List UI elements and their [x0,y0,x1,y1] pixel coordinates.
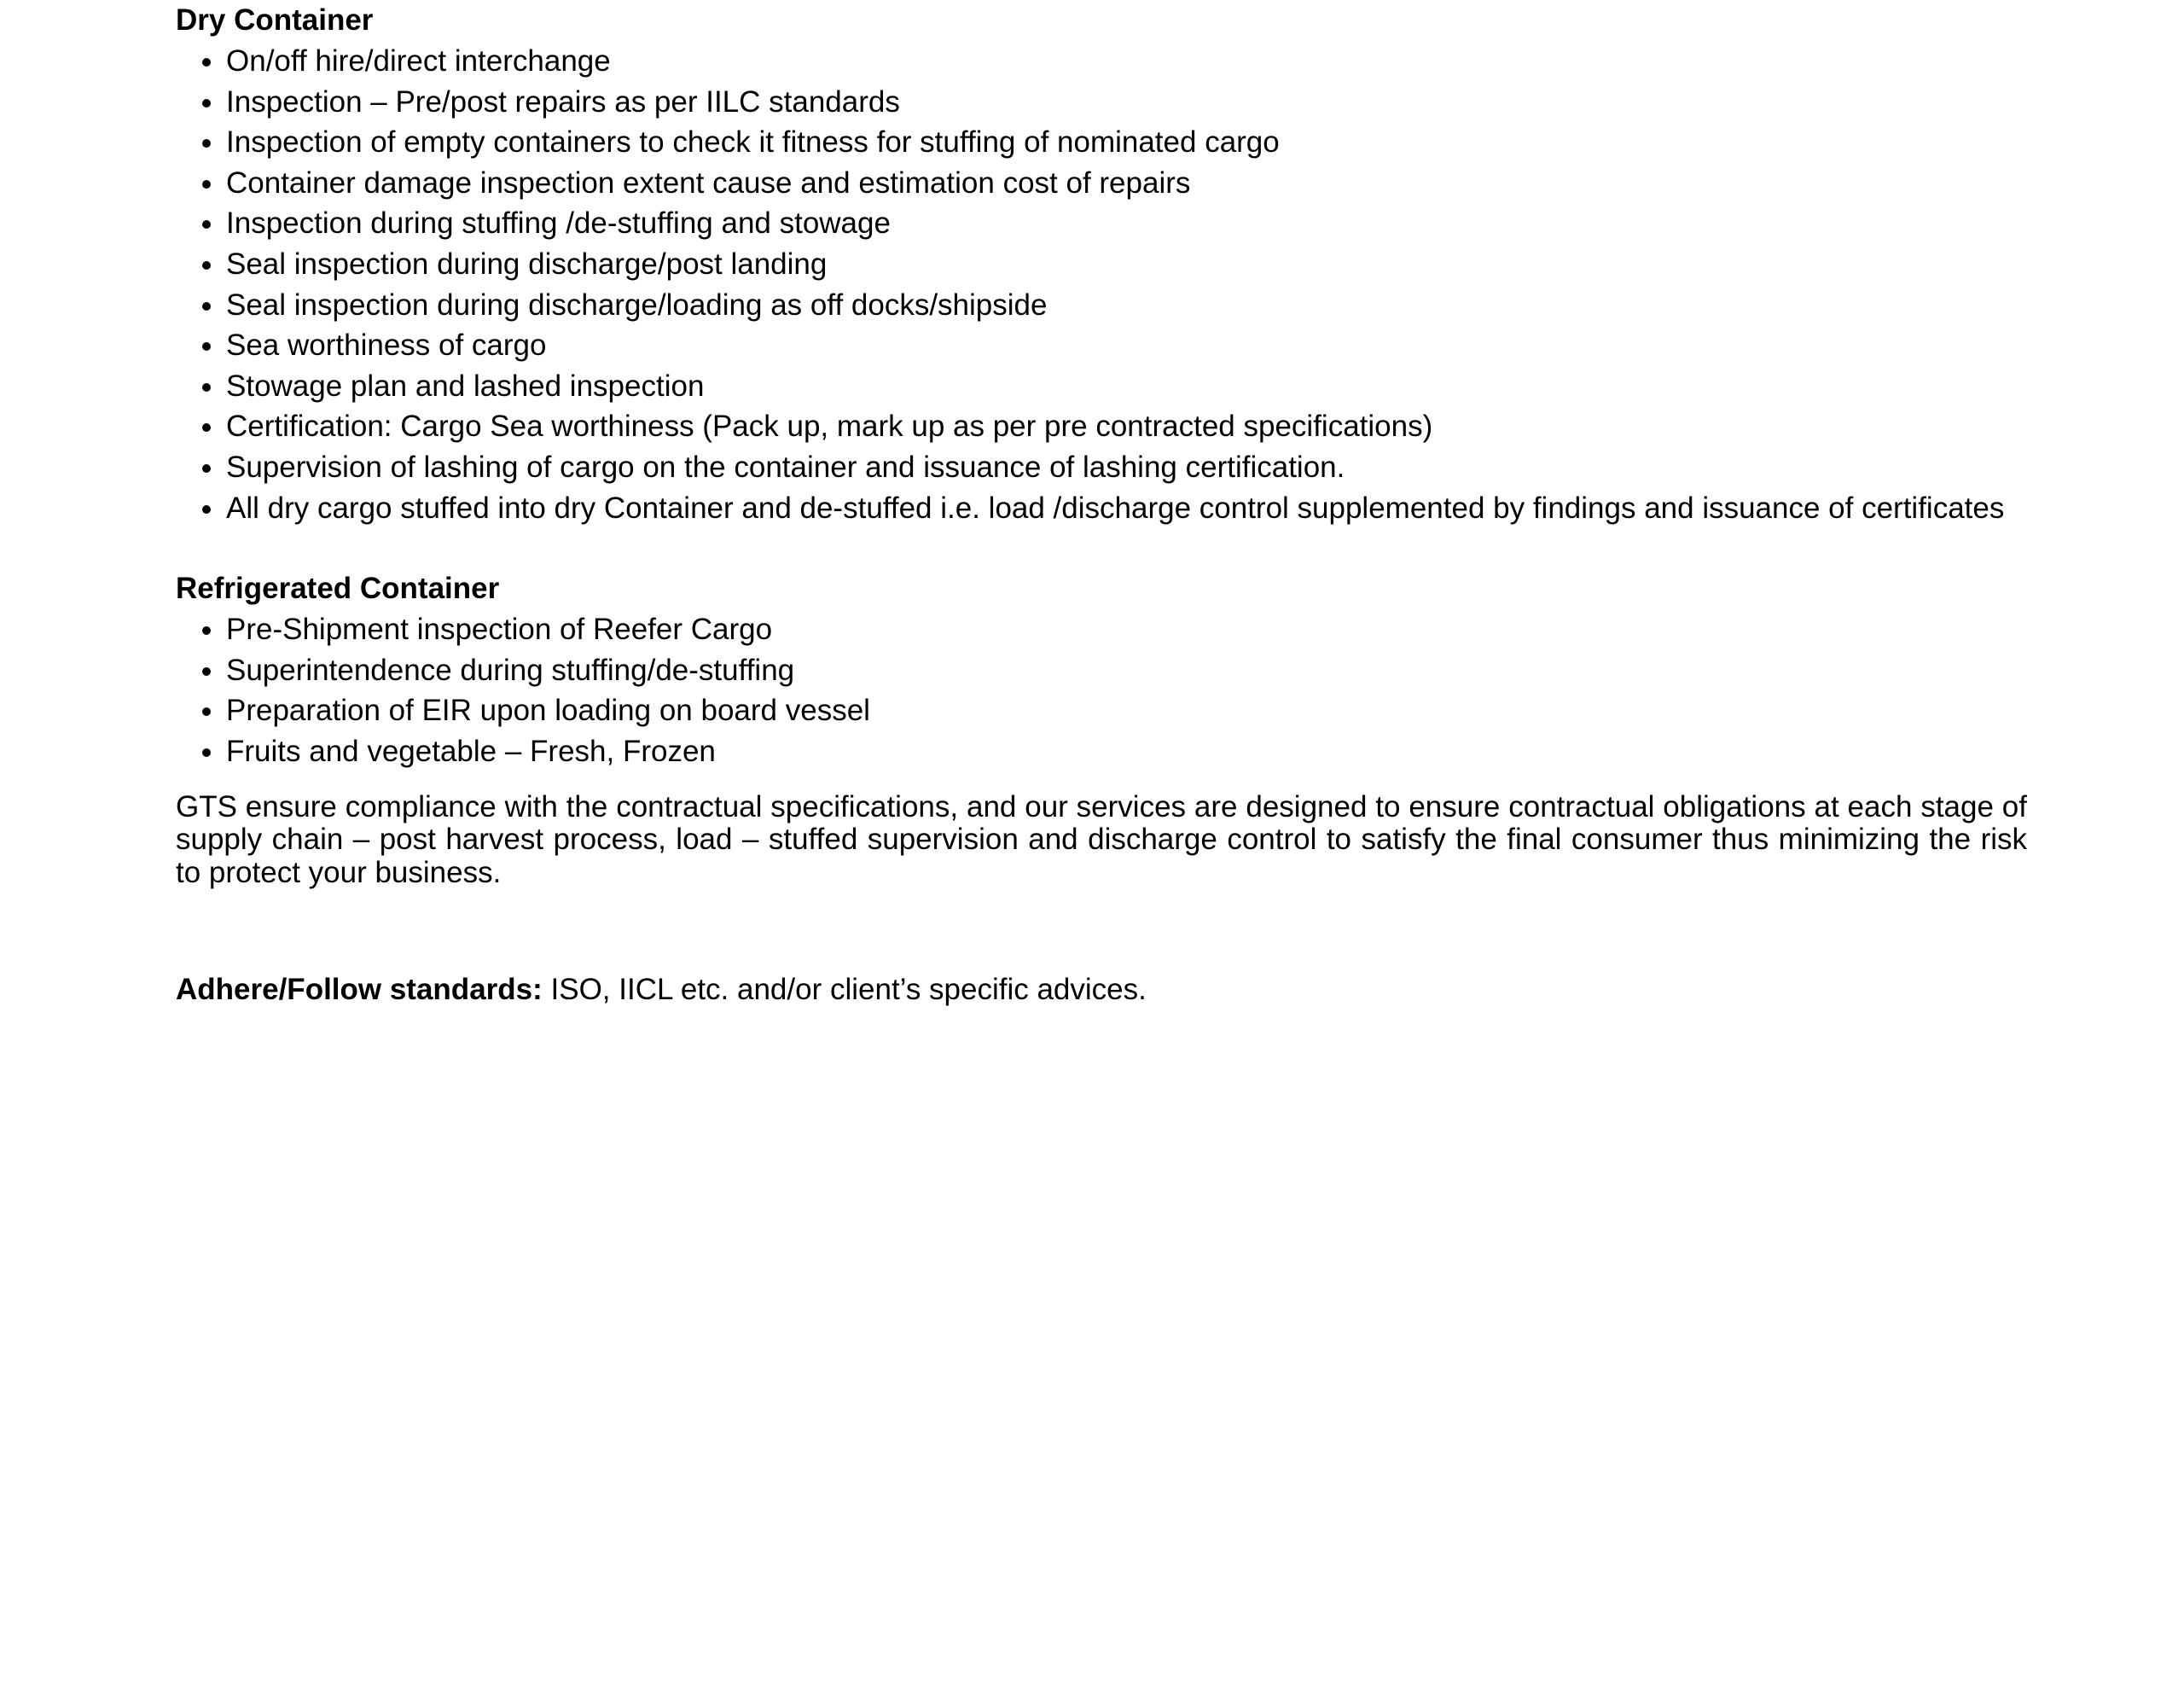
bullet-icon [202,302,211,311]
dry-container-heading: Dry Container [176,3,374,37]
list-item [176,41,2027,82]
list-item-text: Stowage plan and lashed inspection [226,369,705,403]
list-item [176,285,2027,326]
list-item-text: All dry cargo stuffed into dry Container and de-stuffed i.e. load /discharge control supplemented by findings and issuance of certificates [226,491,2005,525]
compliance-paragraph: GTS ensure compliance with the contractual specifications, and our services are designed to ensure contractual obligations at each stage of supply chain – post harvest process, load – stuffed supervision and discharge control to satisfy the final consumer thus minimizing the risk to protect your business. [176,789,2027,889]
bullet-icon [202,99,211,108]
bullet-icon [202,748,211,757]
list-item [176,650,2027,691]
bullet-icon [202,383,211,392]
list-item-text: Supervision of lashing of cargo on the container and issuance of lashing certification. [226,450,1345,484]
bullet-icon [202,505,211,514]
list-item-text: On/off hire/direct interchange [226,44,611,78]
list-item-text: Seal inspection during discharge/loading as off docks/shipside [226,288,1048,322]
bullet-icon [202,261,211,270]
list-item [176,163,2027,204]
list-item [176,366,2027,407]
bullet-icon [202,667,211,676]
refrigerated-container-heading: Refrigerated Container [176,572,500,606]
document-page [176,0,2027,1010]
list-item-text: Seal inspection during discharge/post landing [226,247,828,281]
standards-line [176,969,2027,1010]
list-item-text: Preparation of EIR upon loading on board vessel [226,694,870,728]
list-item [176,447,2027,488]
list-item [176,609,2027,650]
list-item [176,488,2027,529]
list-item-text: Certification: Cargo Sea worthiness (Pack up, mark up as per pre contracted specifications) [226,410,1433,444]
dry-container-list [176,41,2027,528]
list-item [176,325,2027,366]
list-item [176,122,2027,163]
list-item-text: Fruits and vegetable – Fresh, Frozen [226,734,716,768]
list-item-text: Pre-Shipment inspection of Reefer Cargo [226,613,773,647]
list-item [176,690,2027,731]
standards-text: ISO, IICL etc. and/or client’s specific advices. [542,973,1147,1006]
list-item [176,244,2027,285]
refrigerated-container-list [176,609,2027,771]
bullet-icon [202,139,211,148]
bullet-icon [202,342,211,351]
list-item [176,82,2027,123]
bullet-icon [202,423,211,432]
list-item-text: Inspection during stuffing /de-stuffing and stowage [226,207,891,241]
list-item [176,731,2027,772]
bullet-icon [202,464,211,473]
bullet-icon [202,220,211,229]
bullet-icon [202,707,211,716]
list-item-text: Inspection of empty containers to check it fitness for stuffing of nominated cargo [226,125,1280,160]
bullet-icon [202,180,211,189]
list-item-text: Superintendence during stuffing/de-stuffing [226,653,795,687]
list-item [176,203,2027,244]
list-item [176,406,2027,447]
list-item-text: Container damage inspection extent cause and estimation cost of repairs [226,166,1191,200]
list-item-text: Inspection – Pre/post repairs as per IILC standards [226,84,900,119]
bullet-icon [202,626,211,635]
list-item-text: Sea worthiness of cargo [226,329,547,363]
bullet-icon [202,58,211,67]
standards-label: Adhere/Follow standards: [176,973,543,1006]
